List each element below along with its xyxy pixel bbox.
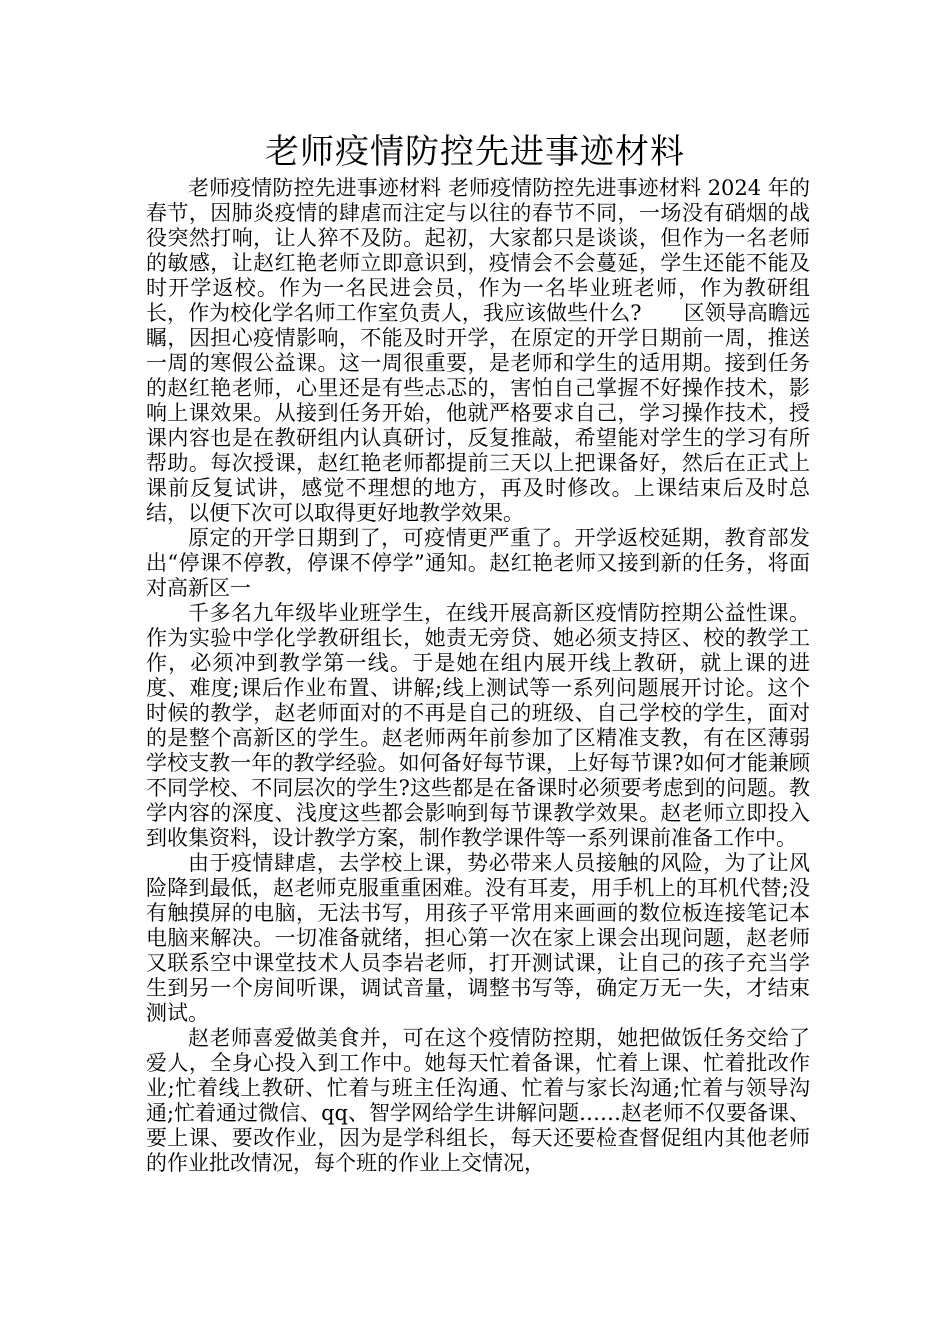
paragraph: 老师疫情防控先进事迹材料 老师疫情防控先进事迹材料 2024 年的春节，因肺炎疫情的肆虐而注定与以往的春节不同，一场没有硝烟的战役突然打响，让人猝不及防。起初，大家都只是谈谈，但作为一名老师的敏感，让赵红艳老师立即意识到，疫情会不会蔓延，学生还能不能及时开学返校。作为一名民进会员，作为一名毕业班老师，作为教研组长，作为校化学名师工作室负责人，我应该做些什么? 区领导高瞻远瞩，因担心疫情影响，不能及时开学，在原定的开学日期前一周，推送一周的寒假公益课。这一周很重要，是老师和学生的适用期。接到任务的赵红艳老师，心里还是有些忐忑的，害怕自己掌握不好操作技术，影响上课效果。从接到任务开始，他就严格要求自己，学习操作技术，授课内容也是在教研组内认真研讨，反复推敲，希望能对学生的学习有所帮助。每次授课，赵红艳老师都提前三天以上把课备好，然后在正式上课前反复试讲，感觉不理想的地方，再及时修改。上课结束后及时总结，以便下次可以取得更好地教学效果。 [146,176,810,525]
paragraph: 赵老师喜爱做美食并，可在这个疫情防控期，她把做饭任务交给了爱人，全身心投入到工作中。她每天忙着备课，忙着上课、忙着批改作业;忙着线上教研、忙着与班主任沟通、忙着与家长沟通;忙着与领导沟通;忙着通过微信、qq、智学网给学生讲解问题……赵老师不仅要备课、要上课、要改作业，因为是学科组长，每天还要检查督促组内其他老师的作业批改情况，每个班的作业上交情况， [146,1026,810,1175]
document-title: 老师疫情防控先进事迹材料 [265,132,685,172]
paragraph: 原定的开学日期到了，可疫情更严重了。开学返校延期，教育部发出“停课不停教，停课不停学”通知。赵红艳老师又接到新的任务，将面对高新区一 [146,526,810,600]
paragraph: 千多名九年级毕业班学生，在线开展高新区疫情防控期公益性课。作为实验中学化学教研组长，她责无旁贷、她必须支持区、校的教学工作，必须冲到教学第一线。于是她在组内展开线上教研，就上课的进度、难度;课后作业布置、讲解;线上测试等一系列问题展开讨论。这个时候的教学，赵老师面对的不再是自己的班级、自己学校的学生，面对的是整个高新区的学生。赵老师两年前参加了区精准支教，有在区薄弱学校支教一年的教学经验。如何备好每节课，上好每节课?如何才能兼顾不同学校、不同层次的学生?这些都是在备课时必须要考虑到的问题。教学内容的深度、浅度这些都会影响到每节课教学效果。赵老师立即投入到收集资料，设计教学方案，制作教学课件等一系列课前准备工作中。 [146,601,810,850]
paragraph: 由于疫情肆虐，去学校上课，势必带来人员接触的风险，为了让风险降到最低，赵老师克服重重困难。没有耳麦，用手机上的耳机代替;没有触摸屏的电脑，无法书写，用孩子平常用来画画的数位板连接笔记本电脑来解决。一切准备就绪，担心第一次在家上课会出现问题，赵老师又联系空中课堂技术人员李岩老师，打开测试课，让自己的孩子充当学生到另一个房间听课，调试音量，调整书写等，确定万无一失，才结束测试。 [146,851,810,1025]
document-body [146,176,810,1176]
